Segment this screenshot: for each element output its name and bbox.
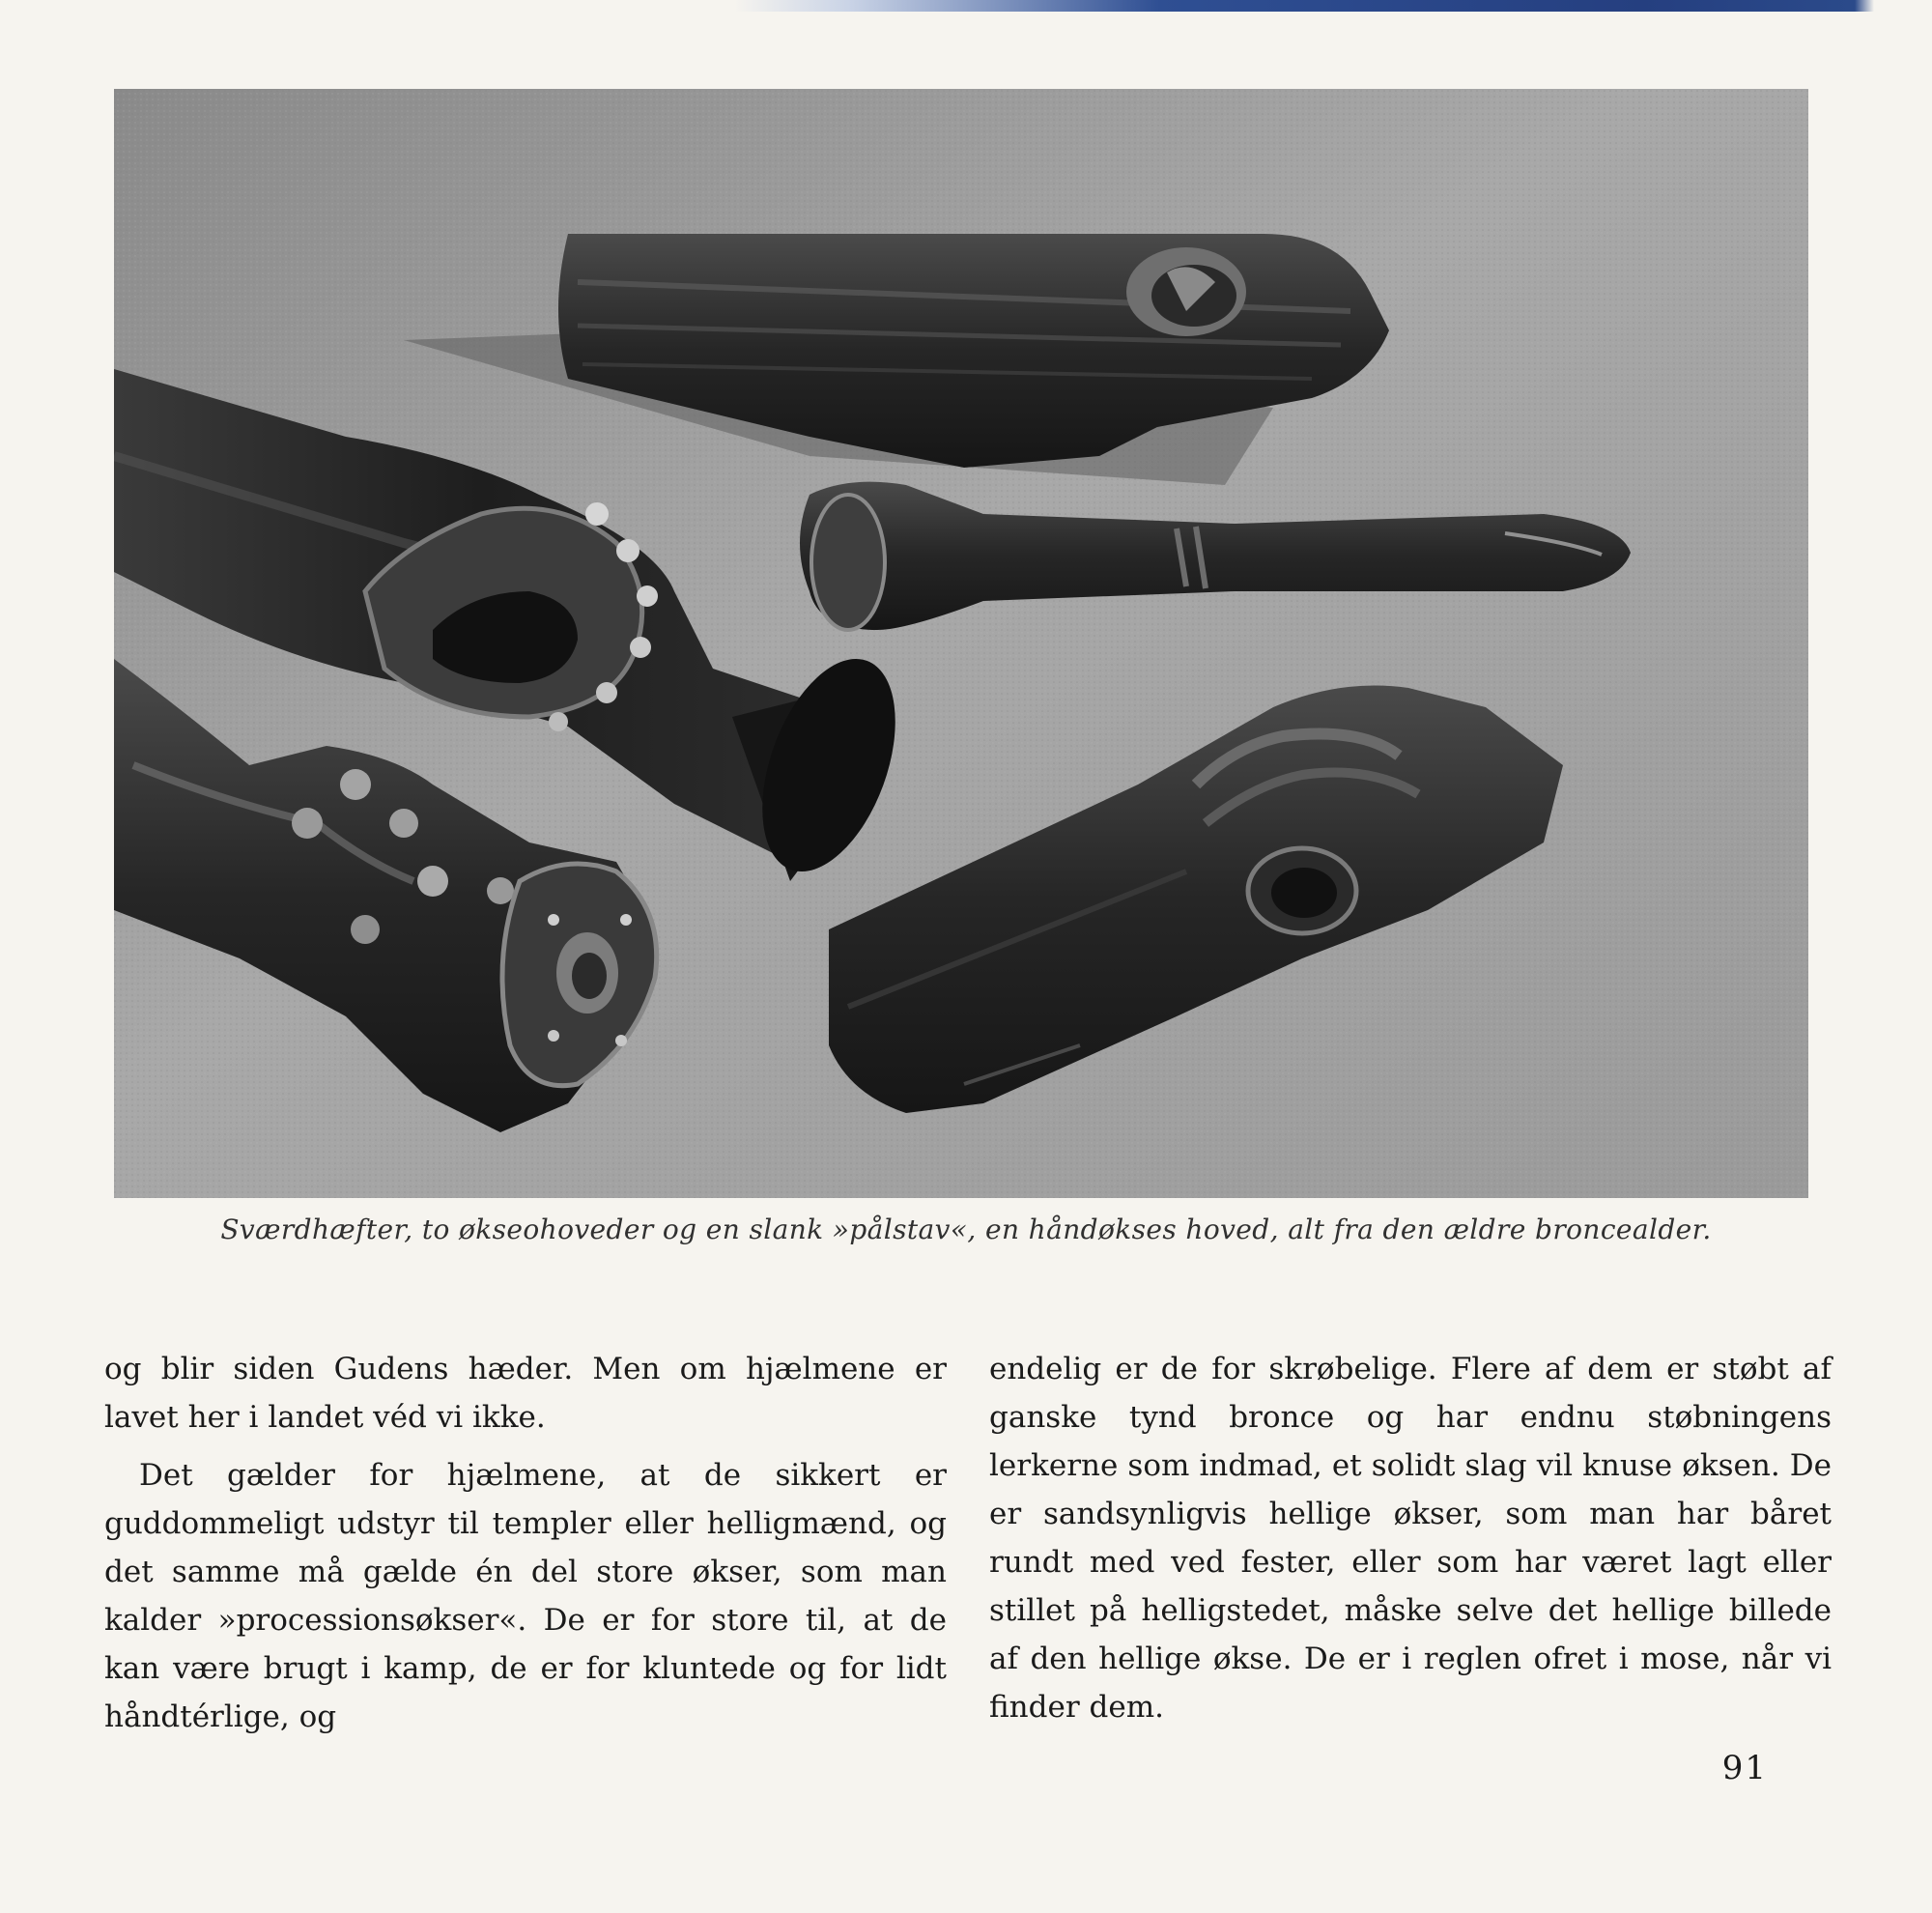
top-edge-strip — [0, 0, 1932, 12]
photo-caption: Sværdhæfter, to økseohoveder og en slank »pålstav«, en håndøkses hoved, alt fra den ældre broncealder. — [220, 1213, 1712, 1245]
paragraph: endelig er de for skrøbelige. Flere af dem er støbt af ganske tynd bronce og har endnu støbningens lerkerne som indmad, et solidt slag vil knuse øksen. De er sandsynligvis hellige økser, som man har båret rundt med ved fester, eller som har været lagt eller stillet på helligstedet, måske selve det hellige billede af den hellige økse. De er i reglen ofret i mose, når vi finder dem. — [989, 1352, 1832, 1725]
paragraph: og blir siden Gudens hæder. Men om hjælmene er lavet her i landet véd vi ikke. — [104, 1352, 947, 1435]
text-column-right — [989, 1345, 1832, 1731]
text-column-left — [104, 1345, 947, 1741]
bronze-age-artifacts-photo — [114, 89, 1808, 1198]
artifacts-illustration — [114, 89, 1808, 1198]
paragraph: Det gælder for hjælmene, at de sikkert er guddommeligt udstyr til templer eller helligmænd, og det samme må gælde én del store økser, som man kalder »processionsøkser«. De er for store til, at de kan være brugt i kamp, de er for kluntede og for lidt håndtérlige, og — [104, 1458, 947, 1734]
page-number: 91 — [1721, 1749, 1768, 1787]
